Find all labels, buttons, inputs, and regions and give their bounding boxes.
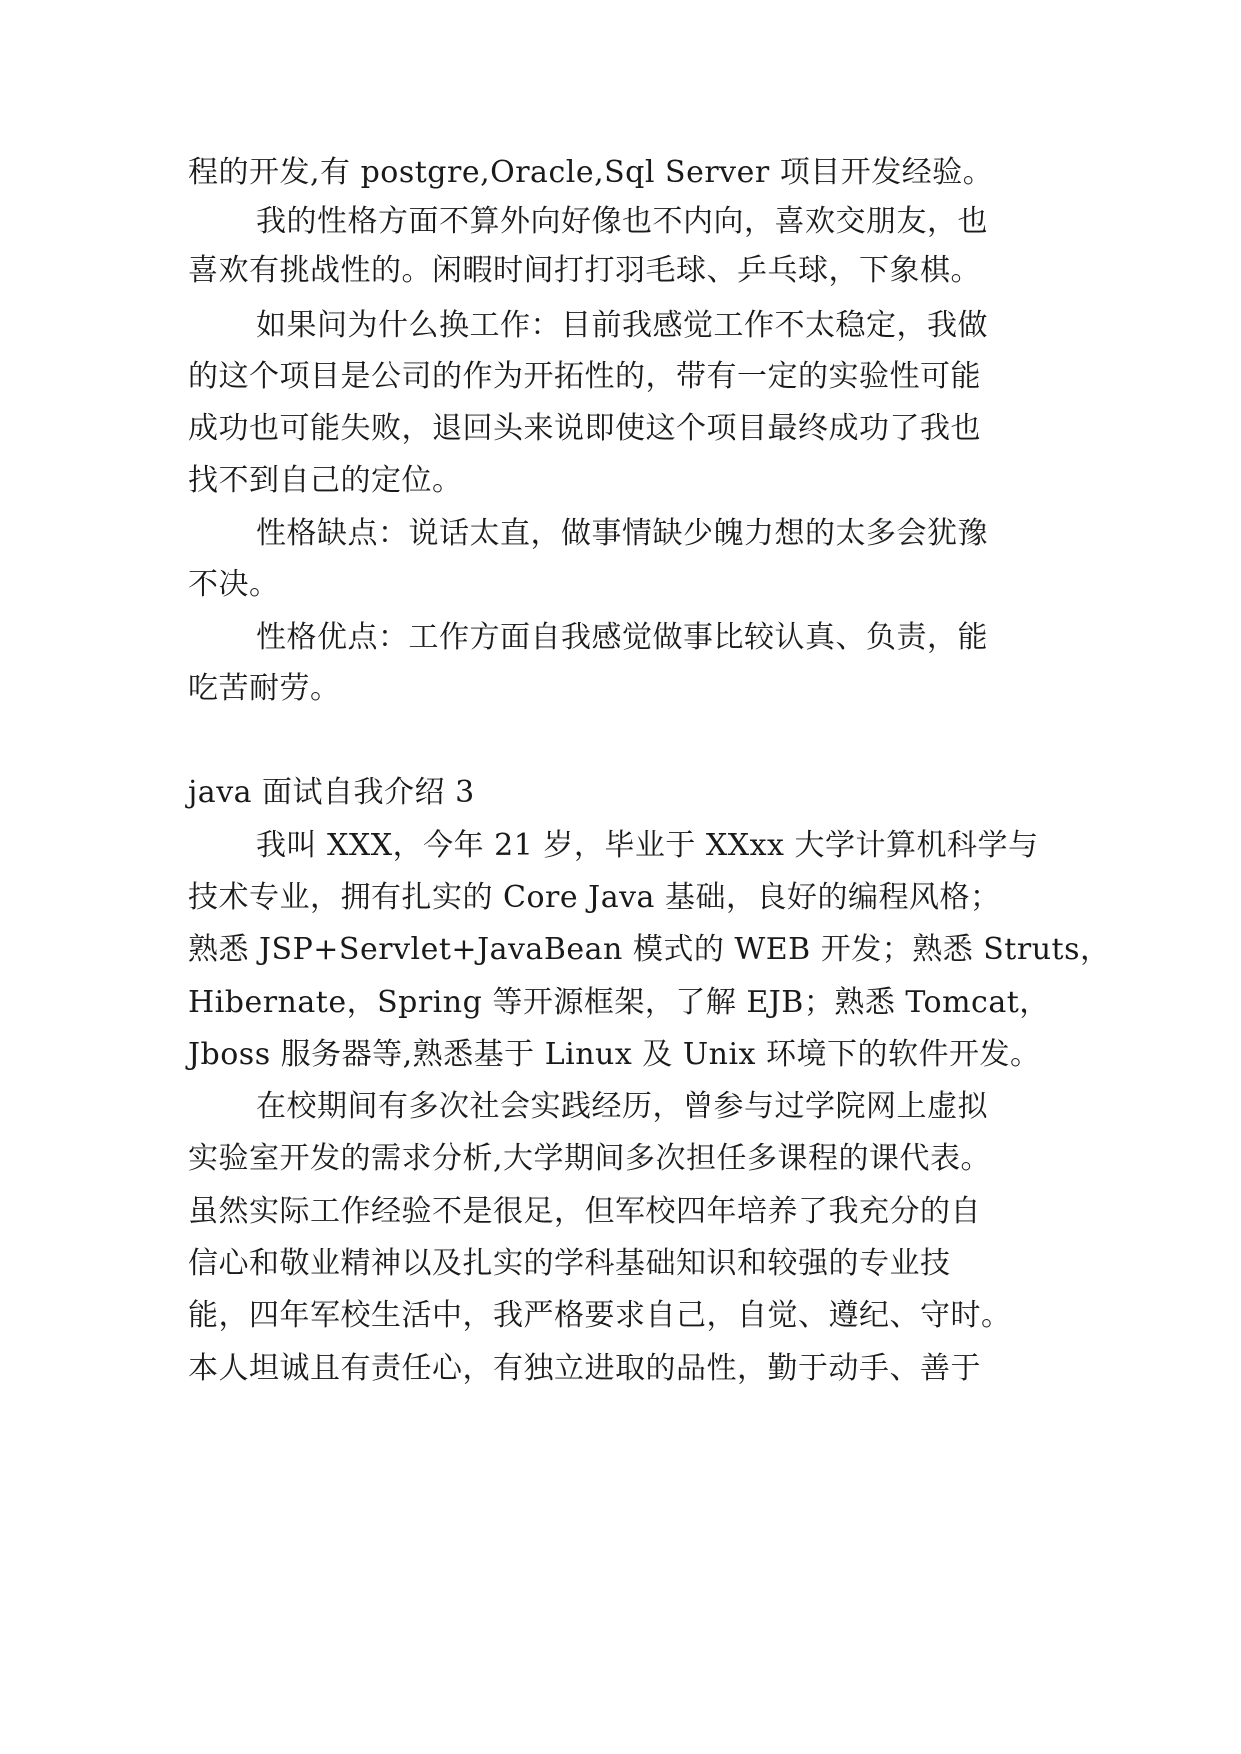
paragraph-line: 实验室开发的需求分析,大学期间多次担任多课程的课代表。: [188, 1141, 992, 1176]
paragraph-line: 的这个项目是公司的作为开拓性的，带有一定的实验性可能: [188, 359, 981, 394]
section-heading: java 面试自我介绍 3: [188, 775, 475, 810]
paragraph-line: 程的开发,有 postgre,Oracle,Sql Server 项目开发经验。: [188, 155, 994, 190]
paragraph-line: 如果问为什么换工作：目前我感觉工作不太稳定，我做: [256, 308, 988, 343]
paragraph-line: 找不到自己的定位。: [188, 463, 463, 498]
paragraph-line: 吃苦耐劳。: [188, 671, 341, 706]
paragraph-line: 虽然实际工作经验不是很足，但军校四年培养了我充分的自: [188, 1194, 981, 1229]
paragraph-line: 成功也可能失败，退回头来说即使这个项目最终成功了我也: [188, 411, 981, 446]
paragraph-line: 本人坦诚且有责任心，有独立进取的品性，勤于动手、善于: [188, 1351, 981, 1386]
paragraph-line: 我的性格方面不算外向好像也不内向，喜欢交朋友，也: [256, 204, 988, 239]
paragraph-line: 在校期间有多次社会实践经历，曾参与过学院网上虚拟: [256, 1089, 988, 1124]
paragraph-line: 熟悉 JSP+Servlet+JavaBean 模式的 WEB 开发；熟悉 Struts，: [188, 932, 1111, 967]
paragraph-line: 性格缺点：说话太直，做事情缺少魄力想的太多会犹豫: [256, 516, 988, 551]
paragraph-line: Jboss 服务器等,熟悉基于 Linux 及 Unix 环境下的软件开发。: [188, 1037, 1041, 1072]
paragraph-line: 技术专业，拥有扎实的 Core Java 基础，良好的编程风格；: [188, 880, 1001, 915]
paragraph-line: 信心和敬业精神以及扎实的学科基础知识和较强的专业技: [188, 1246, 951, 1281]
paragraph-line: 能，四年军校生活中，我严格要求自己，自觉、遵纪、守时。: [188, 1298, 1012, 1333]
paragraph-line: Hibernate，Spring 等开源框架，了解 EJB；熟悉 Tomcat，: [188, 985, 1050, 1020]
paragraph-line: 不决。: [188, 567, 280, 602]
paragraph-line: 我叫 XXX，今年 21 岁，毕业于 XXxx 大学计算机科学与: [256, 828, 1039, 863]
paragraph-line: 喜欢有挑战性的。闲暇时间打打羽毛球、乒乓球，下象棋。: [188, 253, 981, 288]
paragraph-line: 性格优点：工作方面自我感觉做事比较认真、负责，能: [256, 620, 988, 655]
